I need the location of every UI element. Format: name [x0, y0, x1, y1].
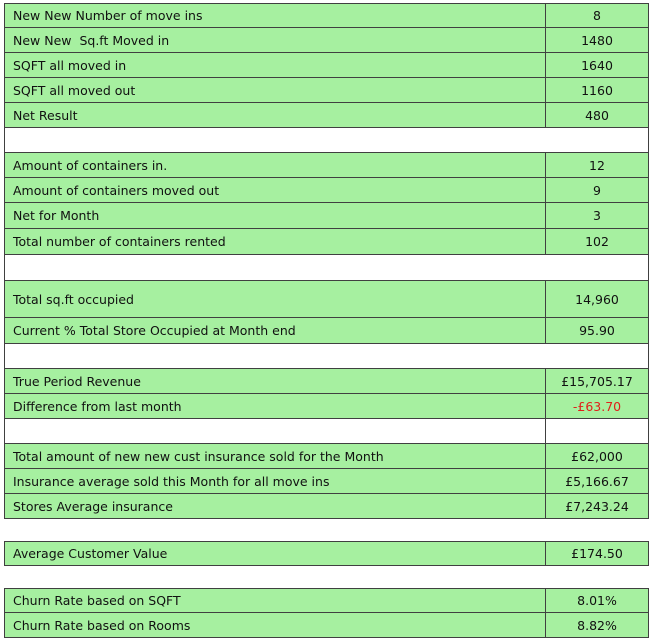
row-stores-average-insurance: [4, 494, 649, 519]
row-value: 9: [593, 182, 601, 198]
row-value: £174.50: [571, 546, 623, 561]
row-value: 102: [585, 234, 609, 249]
row-value: 480: [585, 107, 609, 123]
row-label: Net for Month: [5, 203, 546, 228]
row-label: Average Customer Value: [5, 542, 546, 565]
blank-row: [4, 419, 649, 444]
row-new-sqft-moved-in: [4, 28, 649, 53]
spacer: [4, 566, 649, 588]
spacer: [4, 519, 649, 541]
row-label: Total number of containers rented: [5, 229, 546, 254]
row-label: Total sq.ft occupied: [5, 281, 546, 317]
row-label: True Period Revenue: [5, 369, 546, 393]
row-insurance-average-sold: [4, 469, 649, 494]
row-value: 12: [589, 157, 605, 173]
row-value: 8.01%: [577, 593, 617, 608]
row-value: 3: [593, 208, 601, 223]
blank-row: [4, 255, 649, 281]
row-difference-from-last-month: [4, 394, 649, 419]
row-label: Amount of containers in.: [5, 153, 546, 177]
row-sqft-all-moved-out: [4, 78, 649, 103]
blank-cell: [5, 255, 546, 280]
row-label: Amount of containers moved out: [5, 178, 546, 202]
row-label: Net Result: [5, 103, 546, 127]
blank-cell: [5, 128, 546, 152]
row-total-containers-rented: [4, 229, 649, 255]
summary-sheet: [4, 3, 649, 638]
blank-row: [4, 344, 649, 369]
row-label: Difference from last month: [5, 394, 546, 418]
row-churn-rate-sqft: [4, 588, 649, 613]
row-value: 1160: [581, 82, 613, 98]
blank-cell: [546, 419, 648, 443]
row-value: 14,960: [575, 291, 619, 307]
row-net-result: [4, 103, 649, 128]
row-true-period-revenue: [4, 369, 649, 394]
row-value: 8.82%: [577, 617, 617, 633]
row-label: SQFT all moved out: [5, 78, 546, 102]
row-label: Insurance average sold this Month for all move ins: [5, 469, 546, 493]
blank-cell: [546, 128, 648, 152]
blank-cell: [5, 344, 546, 368]
row-value: 8: [593, 8, 601, 23]
row-value: £5,166.67: [565, 473, 629, 489]
row-label: New New Sq.ft Moved in: [5, 28, 546, 52]
row-value-negative: -£63.70: [572, 398, 622, 414]
row-net-for-month: [4, 203, 649, 229]
row-label: Stores Average insurance: [5, 494, 546, 518]
row-value: 95.90: [579, 323, 615, 338]
row-containers-in: [4, 153, 649, 178]
row-churn-rate-rooms: [4, 613, 649, 638]
row-label: Churn Rate based on Rooms: [5, 613, 546, 637]
row-average-customer-value: [4, 541, 649, 566]
blank-row: [4, 128, 649, 153]
row-label: SQFT all moved in: [5, 53, 546, 77]
row-label: Churn Rate based on SQFT: [5, 589, 546, 612]
row-value: 1480: [581, 32, 613, 48]
row-percent-store-occupied: [4, 318, 649, 344]
row-label: Total amount of new new cust insurance sold for the Month: [5, 444, 546, 468]
row-value: 1640: [581, 57, 613, 73]
blank-cell: [5, 419, 546, 443]
row-value: £7,243.24: [565, 498, 629, 514]
row-value: £62,000: [571, 448, 623, 464]
blank-cell: [546, 344, 648, 368]
row-new-cust-insurance-sold: [4, 444, 649, 469]
row-label: Current % Total Store Occupied at Month end: [5, 318, 546, 343]
row-total-sqft-occupied: [4, 281, 649, 318]
row-value: £15,705.17: [561, 373, 633, 389]
blank-cell: [546, 255, 648, 280]
row-sqft-all-moved-in: [4, 53, 649, 78]
row-label: New New Number of move ins: [5, 4, 546, 27]
row-new-move-ins: [4, 3, 649, 28]
row-containers-moved-out: [4, 178, 649, 203]
